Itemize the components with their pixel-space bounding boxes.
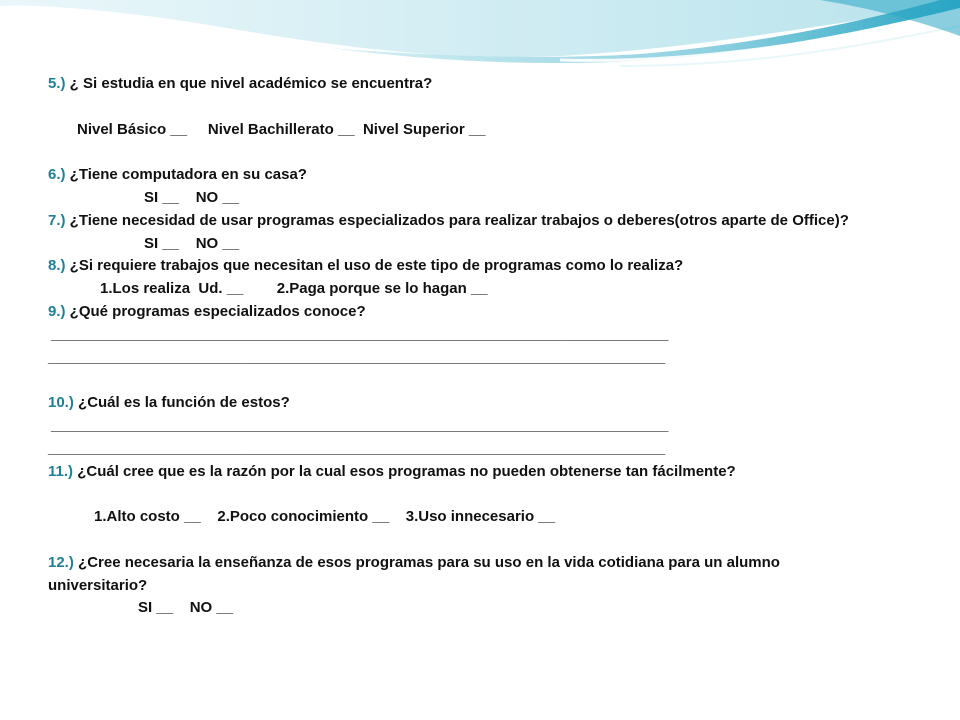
question-number: 9.): [48, 302, 66, 320]
question-10: [48, 392, 928, 415]
question-number: 5.): [48, 75, 66, 92]
question-text: ¿Qué programas especializados conoce?: [65, 302, 366, 320]
question-text: ¿Si requiere trabajos que necesitan el uso de este tipo de programas como lo realiza?: [65, 257, 684, 275]
question-12: [48, 552, 848, 598]
question-5-options: Nivel Básico __ Nivel Bachillerato __ Nivel Superior __: [77, 120, 486, 138]
question-text: ¿Cuál cree que es la razón por la cual esos programas no pueden obtenerse tan fácilmente?: [73, 462, 736, 480]
question-number: 11.): [48, 462, 74, 480]
answer-line: __________________________________________________________________________: [48, 439, 666, 457]
decorative-header-wave: [0, 0, 960, 80]
question-12-options: SI __ NO __: [138, 599, 234, 617]
question-text: ¿Tiene computadora en su casa?: [65, 166, 307, 184]
question-7: [48, 210, 928, 233]
question-11-options: 1.Alto costo __ 2.Poco conocimiento __ 3.Uso innecesario __: [94, 508, 555, 526]
question-number: 6.): [48, 166, 66, 184]
question-number: 10.): [48, 394, 74, 412]
question-number: 12.): [48, 553, 74, 571]
question-text: ¿Cuál es la función de estos?: [73, 394, 290, 412]
question-number: 7.): [48, 211, 66, 229]
question-number: 8.): [48, 257, 66, 275]
question-6-options: SI __ NO __: [144, 188, 240, 206]
question-11: [48, 461, 928, 484]
answer-line: __________________________________________________________________________: [48, 348, 666, 366]
question-6: [48, 164, 928, 187]
question-text: ¿ Si estudia en que nivel académico se encuentra?: [65, 75, 433, 92]
question-5: [48, 73, 928, 96]
question-text: ¿Tiene necesidad de usar programas especializados para realizar trabajos o deberes(otros aparte de Office)?: [65, 211, 849, 229]
question-8: [48, 255, 928, 278]
answer-line: __________________________________________________________________________: [51, 325, 669, 343]
question-9: [48, 301, 928, 324]
question-text: ¿Cree necesaria la enseñanza de esos programas para su uso en la vida cotidiana para un alumno universitario?: [48, 553, 780, 594]
question-7-options: SI __ NO __: [144, 234, 240, 252]
answer-line: __________________________________________________________________________: [51, 416, 669, 434]
questionnaire: [48, 73, 928, 620]
question-8-options: 1.Los realiza Ud. __ 2.Paga porque se lo hagan __: [100, 280, 488, 298]
